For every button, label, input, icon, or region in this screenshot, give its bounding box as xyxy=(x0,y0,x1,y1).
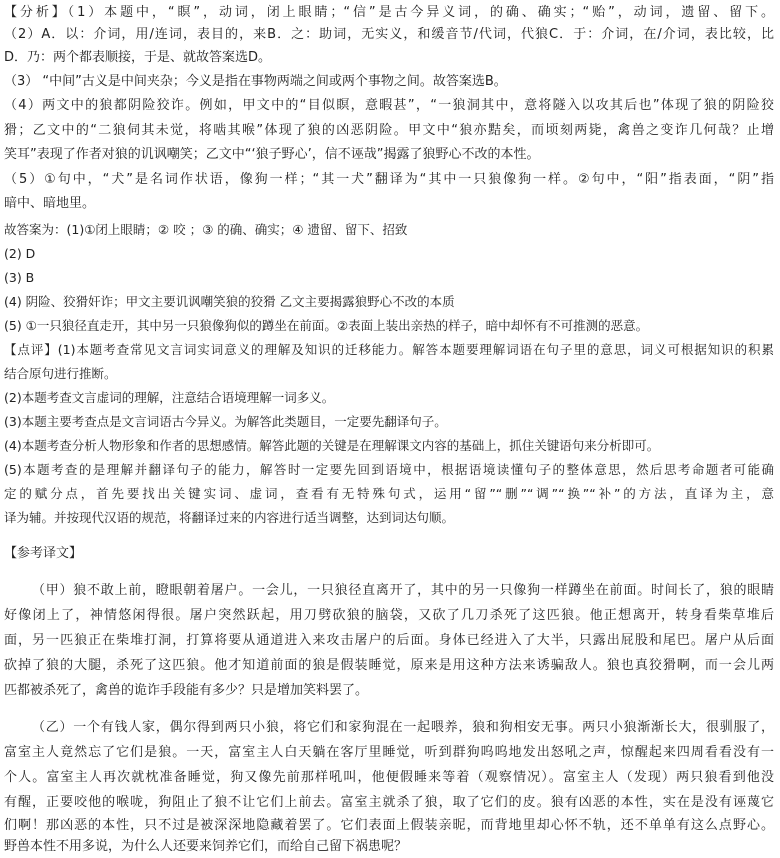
translation-yi-line: 富室主人竟然忘了它们是狼。一天，富室主人白天躺在客厅里睡觉，听到群狗呜呜地发出怒吼之声，惊醒起来四周看看没有一 xyxy=(4,745,774,760)
analysis-text: （1）本题中，“瞑”，动词，闭上眼睛；“信”是古今异义词，的确、确实；“贻”，动词，遗留、留下。 xyxy=(67,5,774,20)
translation-yi-line: 们啊！那凶恶的本性，只不过是被深深地隐藏着罢了。它们表面上假装亲昵，而背地里却心怀不轨，还不单单有这么点野心。 xyxy=(4,818,774,833)
translation-jia-line: （甲）狼不敢上前，瞪眼朝着屠户。一会儿，一只狼径直离开了，其中的另一只像狗一样蹲坐在前面。时间长了，狼的眼睛 xyxy=(32,583,774,598)
comment-tag: 【点评】 xyxy=(4,342,58,357)
analysis-line: （5）①句中，“犬”是名词作状语，像狗一样；“其一犬”翻译为“其中一只狼像狗一样。②句中，“阳”指表面，“阴”指 xyxy=(4,172,774,187)
answer-item: (4) 阴险、狡猾奸诈；甲文主要讥讽嘲笑狼的狡猾 乙文主要揭露狼野心不改的本质 xyxy=(4,294,455,309)
analysis-tag: 【分析】 xyxy=(4,5,68,20)
translation-yi-line: 有醒，正要咬他的喉咙，狗阻止了狼不让它们上前去。富室主就杀了狼，取了它们的皮。狼有凶恶的本性，实在是没有诬蔑它 xyxy=(4,795,774,810)
comment-line: (4)本题考查分析人物形象和作者的思想感情。解答此题的关键是在理解课文内容的基础上，抓住关键语句来分析即可。 xyxy=(4,438,660,453)
translation-title: 【参考译文】 xyxy=(4,546,83,561)
analysis-line: （3） “中间”古义是中间夹杂；今义是指在事物两端之间或两个事物之间。故答案选B。 xyxy=(4,74,507,89)
analysis-line: 笑耳”表现了作者对狼的讥讽嘲笑；乙文中“‘狼子野心’，信不诬哉”揭露了狼野心不改的本性。 xyxy=(4,147,540,162)
answer-item: (3) B xyxy=(4,270,35,285)
translation-jia-line: 好像闭上了，神情悠闲得很。屠户突然跃起，用刀劈砍狼的脑袋，又砍了几刀杀死了这匹狼。他正想离开，转身看柴草堆后 xyxy=(4,608,774,623)
comment-line-1 xyxy=(4,339,774,361)
translation-jia-line: 匹都被杀死了，禽兽的诡诈手段能有多少？只是增加笑料罢了。 xyxy=(4,683,369,698)
answer-item: (5) ①一只狼径直走开，其中另一只狼像狗似的蹲坐在前面。②表面上装出亲热的样子，暗中却怀有不可推测的恶意。 xyxy=(4,318,649,333)
comment-line: 结合原句进行推断。 xyxy=(4,366,117,381)
analysis-line-1 xyxy=(4,2,774,24)
translation-jia-line: 砍掉了狼的大腿，杀死了这匹狼。他才知道前面的狼是假装睡觉，原来是用这种方法来诱骗敌人。狼也真狡猾啊，而一会儿两 xyxy=(4,658,774,673)
comment-line: 定的赋分点，首先要找出关键实词、虚词，查看有无特殊句式，运用“留”“删”“调”“换”“补”的方法，直译为主，意 xyxy=(4,486,774,501)
answer-item: (2) D xyxy=(4,246,36,261)
comment-line: (2)本题考查文言虚词的理解，注意结合语境理解一词多义。 xyxy=(4,390,335,405)
analysis-line: （4）两文中的狼都阴险狡诈。例如，甲文中的“目似瞑，意暇甚”，“一狼洞其中，意将隧入以攻其后也”体现了狼的阴险狡 xyxy=(4,98,774,113)
analysis-line: 暗中、暗地里。 xyxy=(4,196,96,211)
analysis-line: D．乃：两个都表顺接，于是、就故答案选D。 xyxy=(4,50,272,65)
comment-line: (5)本题考查的是理解并翻译句子的能力，解答时一定要先回到语境中，根据语境读懂句子的整体意思，然后思考命题者可能确 xyxy=(4,462,774,477)
translation-yi-line: （乙）一个有钱人家，偶尔得到两只小狼，将它们和家狗混在一起喂养，狼和狗相安无事。两只小狼渐渐长大，很驯服了， xyxy=(32,720,774,735)
comment-line: (3)本题主要考查点是文言词语古今异义。为解答此类题目，一定要先翻译句子。 xyxy=(4,414,447,429)
translation-yi-line: 野兽本性不用多说，为什么人还要来饲养它们，而给自己留下祸患呢？ xyxy=(4,839,408,854)
answers-intro: 故答案为：(1)①闭上眼睛；② 咬 ；③ 的确、确实；④ 遗留、留下、招致 xyxy=(4,222,408,237)
translation-yi-line: 个人。富室主人再次就枕准备睡觉，狗又像先前那样吼叫，他便假睡来等着（观察情况）。富室主人（发现）两只狼看到他没 xyxy=(4,770,774,785)
analysis-line: （2）A．以：介词，用/连词，表目的，来B．之：助词，无实义，和缓音节/代词，代狼C．于：介词，在/介词，表比较，比 xyxy=(4,27,774,42)
translation-jia-line: 面，另一匹狼正在柴堆打洞，打算将要从通道进入来攻击屠户的后面。身体已经进入了大半，只露出屁股和尾巴。屠户从后面 xyxy=(4,633,774,648)
analysis-line: 猾；乙文中的“二狼伺其未觉，将啮其喉”体现了狼的凶恶阴险。甲文中“狼亦黠矣，而顷刻两毙，禽兽之变诈几何哉？止增 xyxy=(4,123,774,138)
comment-text: (1)本题考查常见文言词实词意义的理解及知识的迁移能力。解答本题要理解词语在句子里的意思，词义可根据知识的积累 xyxy=(57,342,774,357)
comment-line: 译为辅。并按现代汉语的规范，将翻译过来的内容进行适当调整，达到词达句顺。 xyxy=(4,510,455,525)
